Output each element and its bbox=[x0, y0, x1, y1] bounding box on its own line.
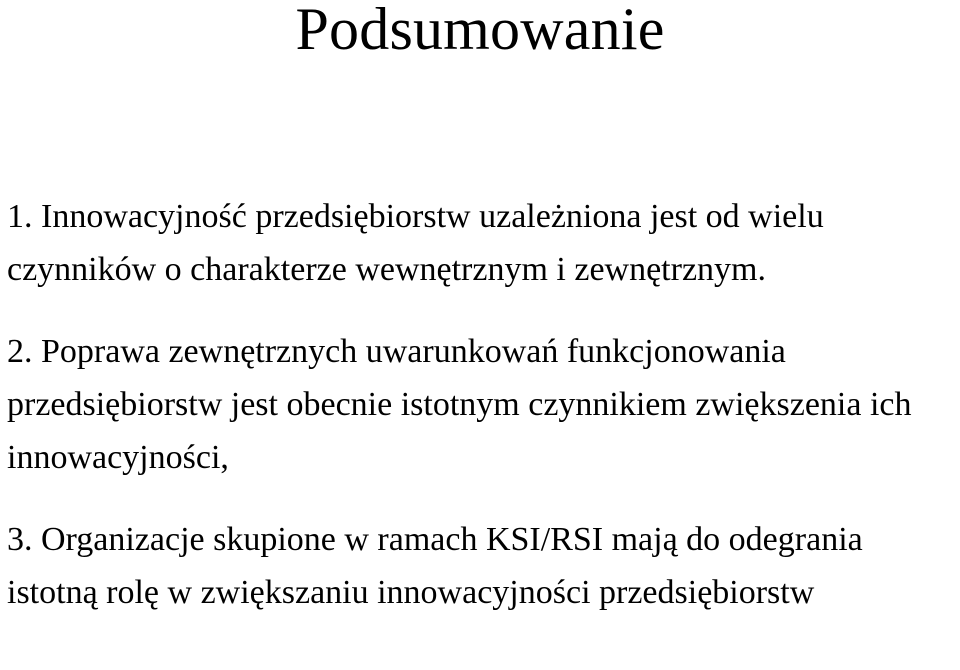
item-number: 1. bbox=[7, 198, 33, 235]
slide-title: Podsumowanie bbox=[295, 0, 665, 62]
item-text: Poprawa zewnętrznych uwarunkowań funkcjonowania przedsiębiorstw jest obecnie istotnym czynnikiem zwiększenia ich innowacyjności, bbox=[7, 333, 912, 476]
item-text: Innowacyjność przedsiębiorstw uzależniona jest od wielu czynników o charakterze wewnętrznym i zewnętrznym. bbox=[7, 198, 824, 288]
summary-item-3 bbox=[7, 513, 957, 619]
item-number: 3. bbox=[7, 521, 33, 558]
summary-item-2 bbox=[7, 325, 957, 484]
summary-item-1 bbox=[7, 190, 957, 296]
item-text: Organizacje skupione w ramach KSI/RSI mają do odegrania istotną rolę w zwiększaniu innowacyjności przedsiębiorstw bbox=[7, 521, 863, 611]
item-number: 2. bbox=[7, 333, 33, 370]
summary-list bbox=[7, 190, 957, 619]
